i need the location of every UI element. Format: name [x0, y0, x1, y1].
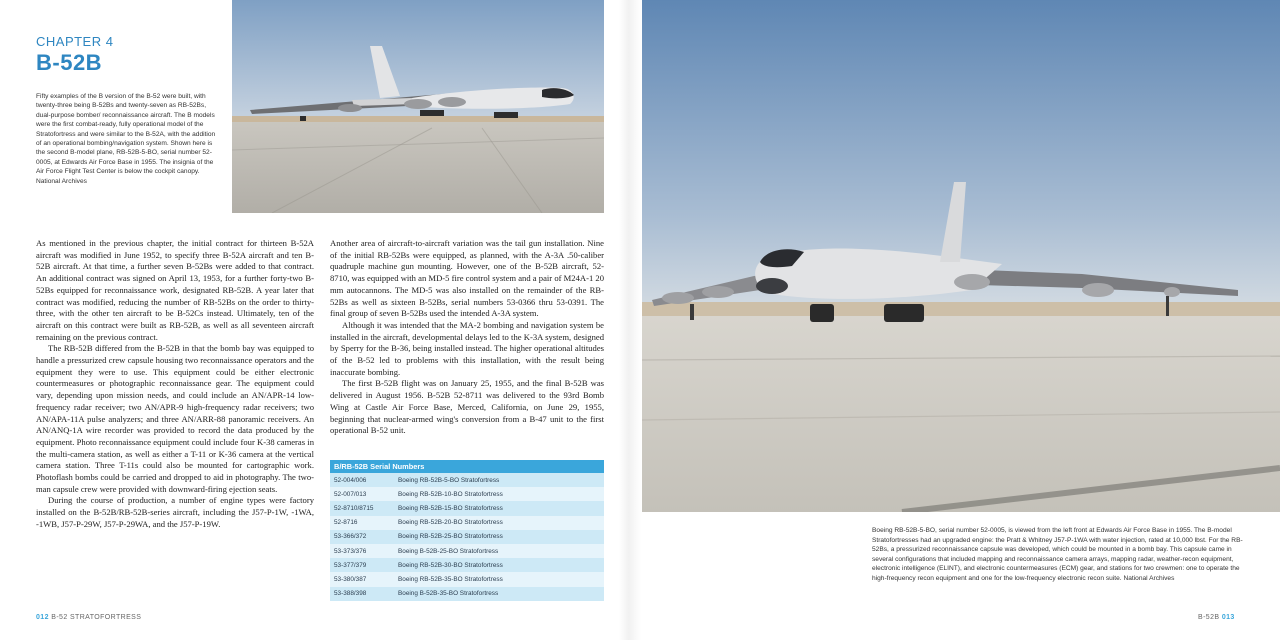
table-row — [330, 587, 604, 601]
serial-cell: 52-004/006 — [330, 473, 394, 487]
serial-cell: 52-007/013 — [330, 487, 394, 501]
photo-caption-left: Fifty examples of the B version of the B-52 were built, with twenty-three being B-52Bs and twenty-seven as RB-52Bs, dual-purpose bomber/ reconnaissance aircraft. The B models were the first combat-ready, fully operational model of the Stratofortress and were similar to the B-52A, with the addition of an operational bombing/navigation system. Shown here is the second B-model plane, RB-52B-5-BO, serial number 52-0005, at Edwards Air Force Base in 1955. The insignia of the Air Force Flight Test Center is below the cockpit canopy. National Archives — [36, 93, 216, 185]
table-title: B/RB-52B Serial Numbers — [330, 460, 604, 473]
table-row — [330, 530, 604, 544]
model-cell: Boeing RB-52B-25-BO Stratofortress — [394, 530, 604, 544]
folio-left — [36, 614, 141, 621]
running-head-right: B-52B — [1198, 614, 1220, 621]
chapter-title: B-52B — [36, 50, 103, 75]
model-cell: Boeing RB-52B-20-BO Stratofortress — [394, 516, 604, 530]
page-number-right: 013 — [1221, 614, 1235, 621]
serial-cell: 53-373/376 — [330, 544, 394, 558]
table-row — [330, 516, 604, 530]
serial-numbers-table — [330, 460, 604, 601]
photo-caption-right: Boeing RB-52B-5-BO, serial number 52-0005, is viewed from the left front at Edwards Air Force Base in 1955. The B-model Stratofortresses had an upgraded engine: the Pratt & Whitney J57-P-1WA with water injection, rated at 10,000 lbst. For the RB-52Bs, a pressurized reconnaissance capsule was developed, which could be mounted in a bomb bay. This capsule came in several configurations that included mapping and reconnaissance camera arrays, mapping radar, weather-recon equipment, electronic intelligence (ELINT), and electronic countermeasures (ECM) gear, and stations for two crewmen: one to operate the high-frequency recon equipment and one for the low-frequency electronic recon suite. National Archives — [872, 527, 1243, 582]
b52b-runway-photo-drawing — [232, 0, 604, 213]
model-cell: Boeing B-52B-35-BO Stratofortress — [394, 587, 604, 601]
model-cell: Boeing RB-52B-30-BO Stratofortress — [394, 558, 604, 572]
photo-rb52b-ramp — [642, 0, 1280, 512]
chapter-label: CHAPTER 4 — [36, 34, 114, 49]
table-row — [330, 473, 604, 487]
table-row — [330, 487, 604, 501]
page-number-left: 012 — [36, 614, 49, 621]
body-paragraph: Although it was intended that the MA-2 bombing and navigation system be installed in the aircraft, developmental delays led to the K-3A system, designed by Sperry for the B-36, being installed instead. The higher operational altitudes of the B-52 led to problems with this installation, with the result being inaccurate bombing. — [330, 319, 604, 377]
table-row — [330, 558, 604, 572]
body-paragraph: Another area of aircraft-to-aircraft variation was the tail gun installation. Nine of the initial RB-52Bs were equipped, as planned, with the A-3A .50-caliber quadruple machine gun mounting. However, one of the B-52B aircraft, 52-8710, was equipped with an MD-5 fire control system and a pair of M24A-1 20 mm autocannons. The MD-5 was also installed on the remainder of the RB-52Bs as well as sixteen B-52Bs, serial numbers 53-0366 thru 53-0391. The final group of seven B-52Bs used the intended A-3A system. — [330, 238, 604, 319]
serial-cell: 52-8716 — [330, 516, 394, 530]
body-paragraph: The first B-52B flight was on January 25, 1955, and the final B-52B was delivered in August 1956. B-52B 52-8711 was delivered to the 93rd Bomb Wing at Castle Air Force Base, Merced, California, on June 29, 1955, beginning that nuclear-armed wing's conversion from a B-47 unit to the first operational B-52 unit. — [330, 378, 604, 436]
serial-cell: 53-366/372 — [330, 530, 394, 544]
body-paragraph: During the course of production, a number of engine types were factory installed on the B-52B/RB-52B-series aircraft, including the J57-P-1W, -1WA, -1WB, J57-P-29W, J57-P-29WA, and the J57-P-19W. — [36, 495, 314, 529]
photo-b52b-runway — [232, 0, 604, 213]
body-paragraph: The RB-52B differed from the B-52B in that the bomb bay was equipped to handle a pressurized crew capsule housing two reconnaissance operators and the equipment they were to use. This equipment could be either electronic countermeasures or photographic reconnaissance gear. The equipment could vary, depending upon mission needs, and could include an AN/APR-14 low-frequency radar receiver; two AN/APR-9 high-frequency radar receivers; two AN/APA-11A pulse analyzers; and three AN/ARR-88 panoramic receivers. An AN/ANQ-1A wire recorder was provided to record the data produced by the equipment. Photo reconnaissance equipment could include four K-38 cameras in the multi-camera station, as well as either a T-11 or K-36 camera at the vertical camera station. Three T-11s could also be mounted for cartographic work. Photoflash bombs could be carried and dropped to aid in photography. The two-man capsule crew were provided with downward-firing ejection seats. — [36, 343, 314, 494]
body-text-column-2 — [330, 238, 604, 437]
model-cell: Boeing B-52B-25-BO Stratofortress — [394, 544, 604, 558]
body-text-column-1 — [36, 238, 314, 531]
table-header-row — [330, 460, 604, 473]
model-cell: Boeing RB-52B-10-BO Stratofortress — [394, 487, 604, 501]
page-gutter — [619, 0, 641, 640]
serial-cell: 53-377/379 — [330, 558, 394, 572]
table-row — [330, 572, 604, 586]
running-head-left: B-52 STRATOFORTRESS — [51, 614, 142, 621]
body-paragraph: As mentioned in the previous chapter, the initial contract for thirteen B-52A aircraft was modified in June 1952, to specify three B-52A aircraft and ten B-52B aircraft. At that time, a further seven B-52Bs were added to that contract. An additional contract was signed on April 13, 1953, for a further forty-two B-52Bs equipped for reconnaissance work, designated RB-52B. A year later that contract was modified, reducing the number of RB-52Bs on the order to thirty-three, with the other ten aircraft to be B-52Cs instead. Ultimately, ten of the aircraft on this contract were built as RB-52B, as well as all seventeen aircraft remaining on the previous contract. — [36, 238, 314, 342]
serial-cell: 53-388/398 — [330, 587, 394, 601]
rb52b-ramp-photo-drawing — [642, 0, 1280, 512]
model-cell: Boeing RB-52B-35-BO Stratofortress — [394, 572, 604, 586]
table-row — [330, 544, 604, 558]
serial-cell: 52-8710/8715 — [330, 501, 394, 515]
model-cell: Boeing RB-52B-5-BO Stratofortress — [394, 473, 604, 487]
model-cell: Boeing RB-52B-15-BO Stratofortress — [394, 501, 604, 515]
folio-right — [1198, 614, 1235, 621]
table-row — [330, 501, 604, 515]
serial-cell: 53-380/387 — [330, 572, 394, 586]
